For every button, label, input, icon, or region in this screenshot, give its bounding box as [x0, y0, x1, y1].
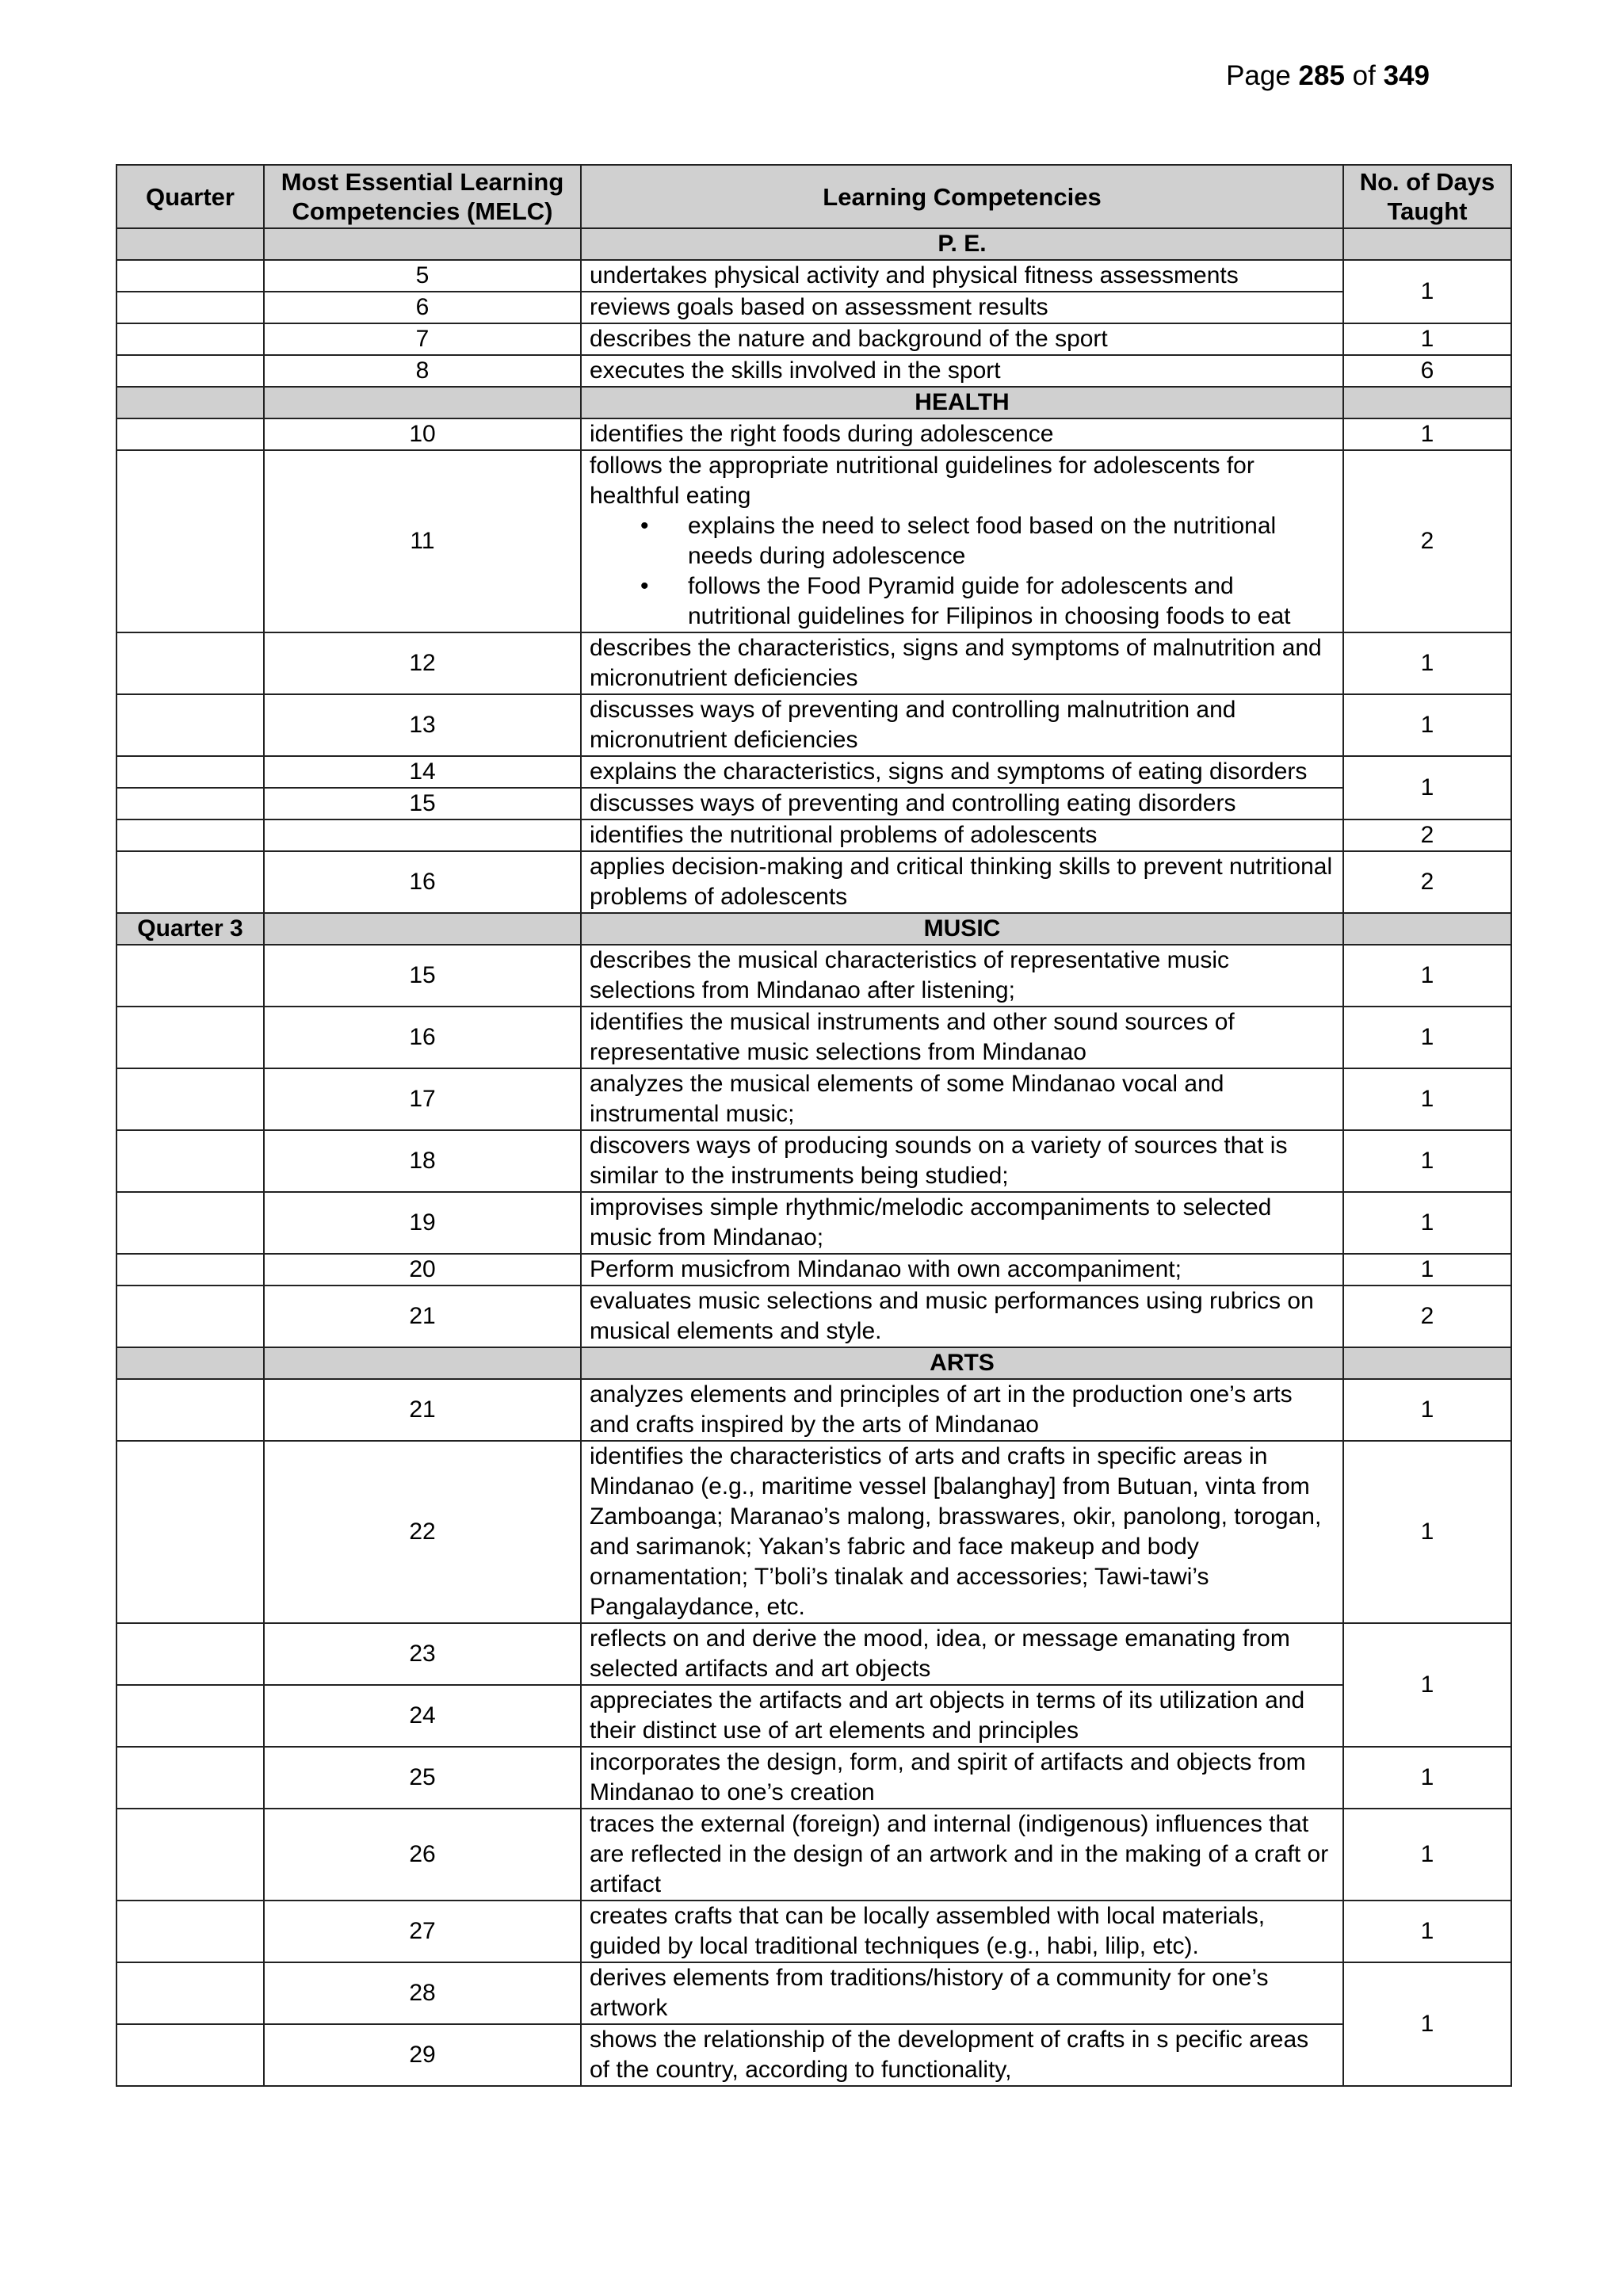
- quarter-cell: [116, 1623, 264, 1685]
- competency-cell: [581, 450, 1343, 632]
- competency-text: follows the appropriate nutritional guidelines for adolescents for healthful eating: [590, 453, 1254, 509]
- bullet-item: • explains the need to select food based on the nutritional needs during adolescence: [688, 511, 1335, 571]
- quarter-cell: [116, 1007, 264, 1068]
- days-cell: 2: [1343, 819, 1511, 851]
- competency-text: Perform musicfrom Mindanao with own accompaniment;: [581, 1254, 1343, 1286]
- section-quarter-cell: [116, 228, 264, 260]
- table-row: [116, 819, 1511, 851]
- days-cell: 1: [1343, 260, 1511, 323]
- table-row: [116, 1130, 1511, 1192]
- quarter-cell: [116, 355, 264, 387]
- quarter-cell: [116, 819, 264, 851]
- quarter-cell: [116, 1441, 264, 1623]
- competency-text: identifies the right foods during adolescence: [581, 418, 1343, 450]
- table-row: [116, 851, 1511, 913]
- table-row: [116, 2024, 1511, 2086]
- section-days-cell: [1343, 913, 1511, 945]
- melc-number: 10: [264, 418, 581, 450]
- table-row: [116, 292, 1511, 323]
- quarter-cell: [116, 418, 264, 450]
- page-number: [1226, 60, 1430, 92]
- table-row: [116, 1747, 1511, 1809]
- competency-text: reflects on and derive the mood, idea, or message emanating from selected artifacts and art objects: [581, 1623, 1343, 1685]
- melc-number: 21: [264, 1286, 581, 1347]
- days-cell: 1: [1343, 1192, 1511, 1254]
- competency-text: undertakes physical activity and physical fitness assessments: [581, 260, 1343, 292]
- bullet-item: • follows the Food Pyramid guide for adolescents and nutritional guidelines for Filipinos in choosing foods to eat: [688, 571, 1335, 632]
- section-days-cell: [1343, 1347, 1511, 1379]
- competency-text: executes the skills involved in the sport: [581, 355, 1343, 387]
- section-row-arts: [116, 1347, 1511, 1379]
- competency-text: explains the characteristics, signs and symptoms of eating disorders: [581, 756, 1343, 788]
- days-cell: 1: [1343, 1747, 1511, 1809]
- section-melc-cell: [264, 1347, 581, 1379]
- competency-text: derives elements from traditions/history of a community for one’s artwork: [581, 1962, 1343, 2024]
- quarter-cell: [116, 1192, 264, 1254]
- competency-text: identifies the musical instruments and other sound sources of representative music selections from Mindanao: [581, 1007, 1343, 1068]
- competency-text: discovers ways of producing sounds on a variety of sources that is similar to the instruments being studied;: [581, 1130, 1343, 1192]
- table-row: [116, 632, 1511, 694]
- melc-number: 8: [264, 355, 581, 387]
- days-cell: 2: [1343, 1286, 1511, 1347]
- melc-number: 26: [264, 1809, 581, 1901]
- competency-text: describes the musical characteristics of representative music selections from Mindanao after listening;: [581, 945, 1343, 1007]
- melc-number: 12: [264, 632, 581, 694]
- competency-text: identifies the characteristics of arts and crafts in specific areas in Mindanao (e.g., maritime vessel [balanghay] from Butuan, vinta from Zamboanga; Maranao’s malong, brasswares, okir, panolong, torogan, and sarimanok; Yakan’s fabric and face makeup and body ornamentation; T’boli’s tinalak and accessories; Tawi-tawi’s Pangalaydance, etc.: [581, 1441, 1343, 1623]
- table-row: [116, 1901, 1511, 1962]
- quarter-cell: [116, 1254, 264, 1286]
- quarter-cell: [116, 756, 264, 788]
- quarter-cell: [116, 1068, 264, 1130]
- section-melc-cell: [264, 913, 581, 945]
- quarter-label: Quarter 3: [116, 913, 264, 945]
- quarter-cell: [116, 1747, 264, 1809]
- melc-number: 14: [264, 756, 581, 788]
- melc-number: 17: [264, 1068, 581, 1130]
- competency-text: identifies the nutritional problems of adolescents: [581, 819, 1343, 851]
- section-title-arts: ARTS: [581, 1347, 1343, 1379]
- quarter-cell: [116, 632, 264, 694]
- days-cell: 1: [1343, 1130, 1511, 1192]
- days-cell: 1: [1343, 756, 1511, 819]
- quarter-cell: [116, 1685, 264, 1747]
- melc-number: 24: [264, 1685, 581, 1747]
- competency-text: traces the external (foreign) and internal (indigenous) influences that are reflected in the design of an artwork and in the making of a craft or artifact: [581, 1809, 1343, 1901]
- section-row-music: [116, 913, 1511, 945]
- melc-number: 16: [264, 1007, 581, 1068]
- competency-text: appreciates the artifacts and art objects in terms of its utilization and their distinct use of art elements and principles: [581, 1685, 1343, 1747]
- days-cell: 1: [1343, 632, 1511, 694]
- melc-number: 28: [264, 1962, 581, 2024]
- table-row: [116, 945, 1511, 1007]
- quarter-cell: [116, 851, 264, 913]
- section-quarter-cell: [116, 1347, 264, 1379]
- days-cell: 1: [1343, 945, 1511, 1007]
- melc-number: 15: [264, 788, 581, 819]
- melc-number: 25: [264, 1747, 581, 1809]
- melc-number: 23: [264, 1623, 581, 1685]
- quarter-cell: [116, 450, 264, 632]
- quarter-cell: [116, 694, 264, 756]
- melc-number: 21: [264, 1379, 581, 1441]
- page-total: 349: [1383, 60, 1430, 91]
- competency-text: incorporates the design, form, and spirit of artifacts and objects from Mindanao to one’s creation: [581, 1747, 1343, 1809]
- melc-number: 29: [264, 2024, 581, 2086]
- days-cell: 1: [1343, 1901, 1511, 1962]
- header-melc: Most Essential Learning Competencies (MELC): [264, 165, 581, 228]
- days-cell: 1: [1343, 323, 1511, 355]
- melc-number: 19: [264, 1192, 581, 1254]
- section-row-pe: [116, 228, 1511, 260]
- table-row: [116, 1623, 1511, 1685]
- days-cell: 2: [1343, 450, 1511, 632]
- competency-text: reviews goals based on assessment results: [581, 292, 1343, 323]
- melc-number: 11: [264, 450, 581, 632]
- section-row-health: [116, 387, 1511, 418]
- section-melc-cell: [264, 387, 581, 418]
- table-row: [116, 694, 1511, 756]
- days-cell: 1: [1343, 418, 1511, 450]
- days-cell: 1: [1343, 694, 1511, 756]
- melc-table: [116, 164, 1512, 2087]
- quarter-cell: [116, 1286, 264, 1347]
- melc-number: 6: [264, 292, 581, 323]
- melc-number: 15: [264, 945, 581, 1007]
- table-row: [116, 355, 1511, 387]
- header-row: [116, 165, 1511, 228]
- table-row: [116, 323, 1511, 355]
- table-row: [116, 418, 1511, 450]
- competency-text: creates crafts that can be locally assembled with local materials, guided by local traditional techniques (e.g., habi, lilip, etc).: [581, 1901, 1343, 1962]
- quarter-cell: [116, 1130, 264, 1192]
- quarter-cell: [116, 1379, 264, 1441]
- competency-text: analyzes the musical elements of some Mindanao vocal and instrumental music;: [581, 1068, 1343, 1130]
- table-row: [116, 1192, 1511, 1254]
- header-quarter: Quarter: [116, 165, 264, 228]
- competency-text: describes the characteristics, signs and symptoms of malnutrition and micronutrient deficiencies: [581, 632, 1343, 694]
- days-cell: 1: [1343, 1254, 1511, 1286]
- header-competencies: Learning Competencies: [581, 165, 1343, 228]
- days-cell: 6: [1343, 355, 1511, 387]
- competency-text: evaluates music selections and music performances using rubrics on musical elements and style.: [581, 1286, 1343, 1347]
- competency-text: discusses ways of preventing and controlling eating disorders: [581, 788, 1343, 819]
- competency-text: analyzes elements and principles of art in the production one’s arts and crafts inspired by the arts of Mindanao: [581, 1379, 1343, 1441]
- section-title-music: MUSIC: [581, 913, 1343, 945]
- quarter-cell: [116, 1962, 264, 2024]
- quarter-cell: [116, 260, 264, 292]
- melc-number: 13: [264, 694, 581, 756]
- page-sep: of: [1344, 60, 1384, 91]
- quarter-cell: [116, 323, 264, 355]
- bullet-list: [590, 511, 1335, 632]
- quarter-cell: [116, 788, 264, 819]
- melc-number: 18: [264, 1130, 581, 1192]
- table-row: [116, 788, 1511, 819]
- days-cell: 1: [1343, 1623, 1511, 1747]
- melc-number: 16: [264, 851, 581, 913]
- table-row: [116, 1441, 1511, 1623]
- competency-text: shows the relationship of the development of crafts in s pecific areas of the country, according to functionality,: [581, 2024, 1343, 2086]
- melc-number: 7: [264, 323, 581, 355]
- section-quarter-cell: [116, 387, 264, 418]
- table-row: [116, 1809, 1511, 1901]
- table-row: [116, 1286, 1511, 1347]
- melc-number: [264, 819, 581, 851]
- quarter-cell: [116, 945, 264, 1007]
- competency-text: describes the nature and background of the sport: [581, 323, 1343, 355]
- quarter-cell: [116, 2024, 264, 2086]
- melc-number: 5: [264, 260, 581, 292]
- section-melc-cell: [264, 228, 581, 260]
- table-row: [116, 1962, 1511, 2024]
- table-row: [116, 1254, 1511, 1286]
- days-cell: 1: [1343, 1068, 1511, 1130]
- days-cell: 1: [1343, 1809, 1511, 1901]
- competency-text: improvises simple rhythmic/melodic accompaniments to selected music from Mindanao;: [581, 1192, 1343, 1254]
- table-row: [116, 1007, 1511, 1068]
- section-title-health: HEALTH: [581, 387, 1343, 418]
- days-cell: 2: [1343, 851, 1511, 913]
- table-row: [116, 756, 1511, 788]
- quarter-cell: [116, 1901, 264, 1962]
- quarter-cell: [116, 292, 264, 323]
- melc-number: 22: [264, 1441, 581, 1623]
- page-prefix: Page: [1226, 60, 1299, 91]
- melc-number: 27: [264, 1901, 581, 1962]
- header-days: No. of Days Taught: [1343, 165, 1511, 228]
- table-row: [116, 1685, 1511, 1747]
- section-title-pe: P. E.: [581, 228, 1343, 260]
- table-row: [116, 1068, 1511, 1130]
- table-row: [116, 450, 1511, 632]
- quarter-cell: [116, 1809, 264, 1901]
- days-cell: 1: [1343, 1441, 1511, 1623]
- days-cell: 1: [1343, 1962, 1511, 2086]
- competency-text: applies decision-making and critical thinking skills to prevent nutritional problems of adolescents: [581, 851, 1343, 913]
- page-current: 285: [1298, 60, 1345, 91]
- table-row: [116, 260, 1511, 292]
- competency-text: discusses ways of preventing and controlling malnutrition and micronutrient deficiencies: [581, 694, 1343, 756]
- days-cell: 1: [1343, 1379, 1511, 1441]
- days-cell: 1: [1343, 1007, 1511, 1068]
- section-days-cell: [1343, 228, 1511, 260]
- table-row: [116, 1379, 1511, 1441]
- section-days-cell: [1343, 387, 1511, 418]
- melc-number: 20: [264, 1254, 581, 1286]
